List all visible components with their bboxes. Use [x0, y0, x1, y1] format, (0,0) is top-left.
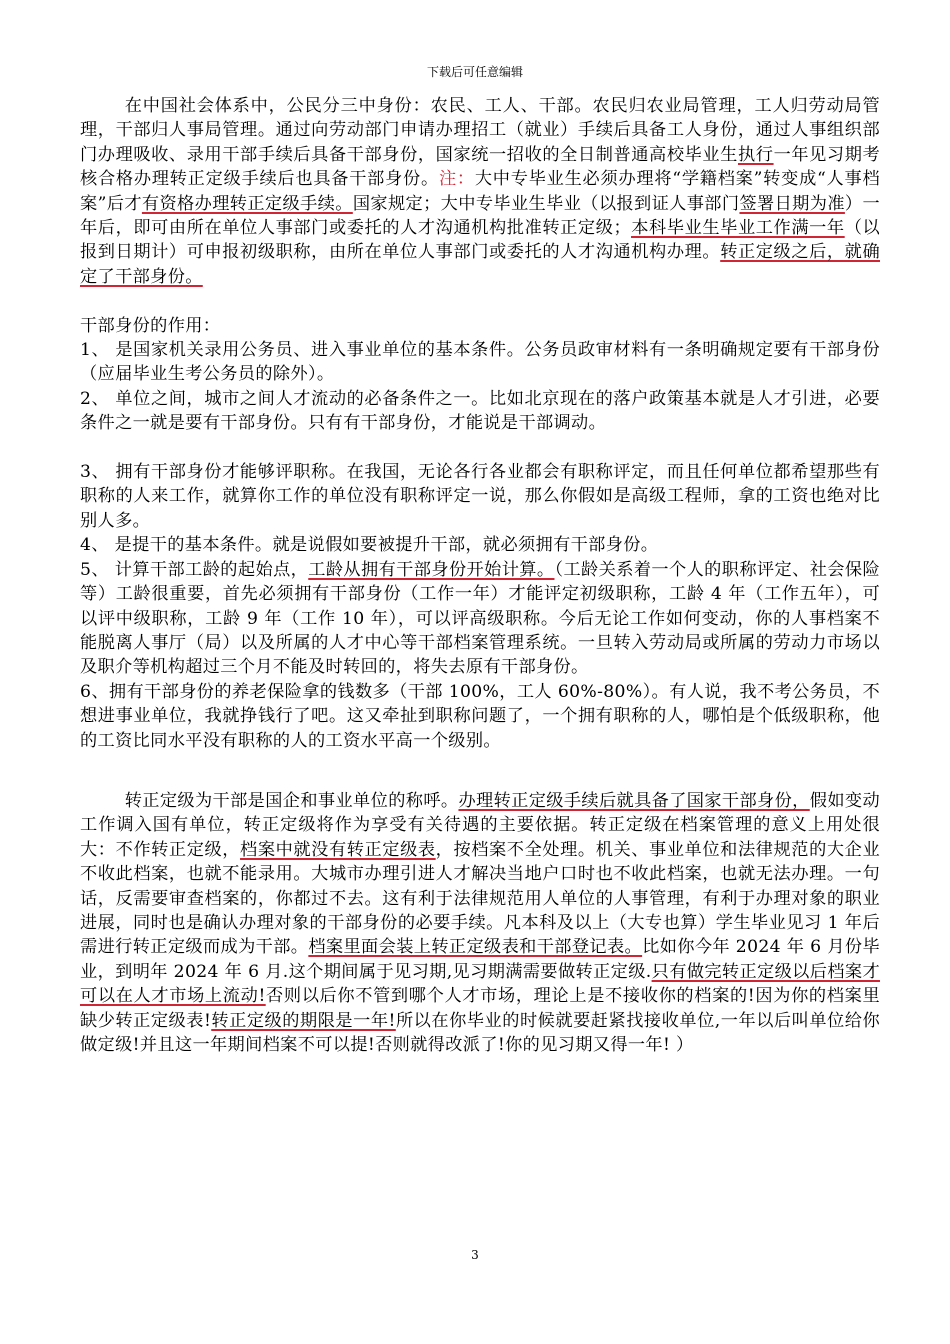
list-item-3: 3、 拥有干部身份才能够评职称。在我国，无论各行各业都会有职称评定，而且任何单位都希望那些有职称的人来工作，就算你工作的单位没有职称评定一说，那么你假如是高级工程师，拿的工资也绝对比别人多。 [80, 462, 880, 531]
underlined-text: 签署日期为准 [739, 193, 845, 214]
text-span: ）一年后，即可由所在单位人事部门或委托的人才沟通机构批准转正定级； [80, 193, 881, 239]
underlined-text: 转正定级之后，就确定了干部身份。 [80, 242, 880, 287]
page-header: 下载后可任意编辑 [426, 65, 523, 79]
spacer [80, 289, 880, 313]
list-item-1: 1、 是国家机关录用公务员、进入事业单位的基本条件。公务员政审材料有一条明确规定要有干部身份（应届毕业生考公务员的除外）。 [80, 340, 880, 385]
document-body [80, 94, 880, 1057]
page-number: 3 [471, 1248, 479, 1262]
spacer [80, 753, 880, 789]
text-span: 假如变动工作调入国有单位，转正定级将作为享受有关待遇的主要依据。转正定级在档案管理的意义上用处很大：不作转正定级， [80, 790, 880, 860]
text-span: 在中国社会体系中，公民分三中身份：农民、工人、干部。农民归农业局管理，工人归劳动局管理，干部归人事局管理。通过向劳动部门申请办理招工（就业）手续后具备工人身份，通过人事组织部门办理吸收、录用干部手续后具备干部身份，国家统一招收的全日制普通高校毕业生 [80, 96, 880, 165]
list-item-6: 6、拥有干部身份的养老保险拿的钱数多（干部 100%，工人 60%-80%）。有人说，我不考公务员，不想进事业单位，我就挣钱行了吧。这又牵扯到职称问题了，一个拥有职称的人，哪怕是个低级职称，他的工资比同水平没有职称的人的工资水平高一个级别。 [80, 681, 880, 751]
spacer [80, 436, 880, 460]
text-span: 所以在你毕业的时候就要赶紧找接收单位,一年以后叫单位给你做定级!并且这一年期间档案不可以提!否则就得改派了!你的见习期又得一年! ） [80, 1010, 880, 1055]
text-span: 转正定级为干部是国企和事业单位的称呼。 [124, 790, 459, 811]
section-title: 干部身份的作用： [80, 315, 221, 336]
text-span: 一年见习期考核合格办理转正定级手续后也具备干部身份。 [80, 144, 881, 190]
underlined-text: 办理转正定级手续后就具备了国家干部身份， [458, 790, 810, 811]
text-span: ，按档案不全处理。机关、事业单位和法律规范的大企业不收此档案，也就不能录用。大城市办理引进人才解决当地户口时也不收此档案，也就无法办理。一句话，反需要审查档案的，你都过不去。这有利于法律规范用人单位的人事管理，有利于办理对象的职业进展，同时也是确认办理对象的干部身份的必要手续。凡本科及以上（大专也算）学生毕业见习 1 年后需进行转正定级而成为干部。 [80, 839, 880, 958]
list-item-4: 4、 是提干的基本条件。就是说假如要被提升干部，就必须拥有干部身份。 [80, 535, 659, 556]
underlined-text: 档案里面会装上转正定级表和干部登记表。 [308, 937, 643, 958]
list-item-2: 2、 单位之间，城市之间人才流动的必备条件之一。比如北京现在的落户政策基本就是人才引进，必要条件之一就是要有干部身份。只有有干部身份，才能说是干部调动。 [80, 388, 880, 434]
underlined-text: 只有做完转正定级以后档案才可以在人才市场上流动! [80, 961, 880, 1007]
list-item-5 [80, 558, 880, 680]
underlined-text: 本科毕业生毕业工作满一年 [631, 218, 845, 239]
underlined-text: 执行 [737, 144, 774, 165]
text-span: 5、 计算干部工龄的起始点， [80, 559, 309, 580]
text-span: 国家规定；大中专毕业生毕业（以报到证人事部门 [352, 193, 740, 214]
paragraph-confirmation [80, 789, 880, 1057]
underlined-text: 转正定级的期限是一年! [211, 1010, 396, 1031]
text-span: 大中专毕业生必须办理将“学籍档案”转变成“人事档案”后才 [80, 169, 880, 214]
underlined-text: 工龄从拥有干部身份开始计算。 [308, 559, 555, 580]
underlined-text: 有资格办理转正定级手续。 [141, 193, 353, 214]
note-label: 注： [438, 169, 475, 190]
paragraph-identity [80, 94, 880, 289]
text-span: 否则以后你不管到哪个人才市场，理论上是不接收你的档案的!因为你的档案里缺少转正定级表! [80, 986, 880, 1031]
text-span: （以报到日期计）可申报初级职称，由所在单位人事部门或委托的人才沟通机构办理。 [80, 218, 881, 263]
text-span: （工龄关系着一个人的职称评定、社会保险等）工龄很重要，首先必须拥有干部身份（工作一年）才能评定初级职称，工龄 4 年（工作五年），可以评中级职称，工龄 9 年（工作 10 年），可以评高级职称。今后无论工作如何变动，你的人事档案不能脱离人事厅（局）以及所属的人才中心等干部档案管理系统。一旦转入劳动局或所属的劳动力市场以及职介等机构超过三个月不能及时转回的，将失去原有干部身份。 [80, 559, 880, 678]
underlined-text: 档案中就没有转正定级表 [240, 839, 436, 860]
text-span: 比如你今年 2024 年 6 月份毕业，到明年 2024 年 6 月.这个期间属于见习期,见习期满需要做转正定级. [80, 937, 880, 982]
